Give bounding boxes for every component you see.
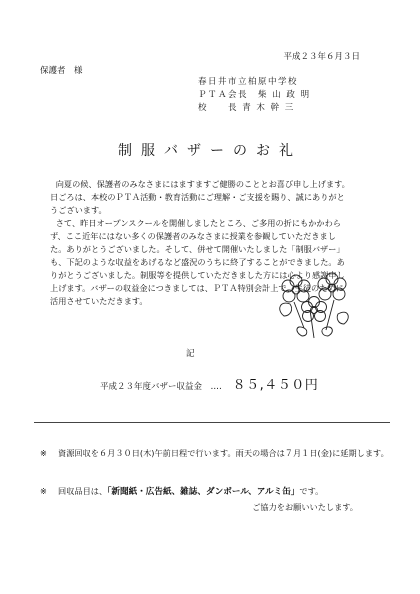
letter-title: 制服バザーのお礼 <box>118 143 302 159</box>
note-text <box>58 484 390 499</box>
revenue-line <box>100 374 318 393</box>
note-mark: ※ <box>40 486 47 496</box>
sender-block <box>198 76 358 115</box>
sender-school: 春日井市立柏原中学校 <box>198 77 299 87</box>
flowers-icon <box>274 266 354 340</box>
note-prefix: 回収品目は、 <box>58 486 108 496</box>
recycling-items: 「新聞紙・広告紙、雑誌、ダンボール、アルミ缶」 <box>107 487 300 497</box>
note-recycling-date <box>40 446 390 460</box>
note-recycling-items <box>40 484 390 499</box>
flowers-illustration <box>274 266 354 344</box>
body-paragraph-thanks: さて、昨日オープンスクールを開催しましたところ、ご多用の折にもかかわらず、ここ近年にはない多くの保護者のみなさまに授業を参観していただきました。ありがとうございました。そして、併せて開催いたしました「制服バザー」も、下記のような収益をあげるなど盛況のうちに終了することができました。ありがとうございました。制服等を提供していただきました方には心より感謝申し上げます。バザーの収益金につきましては、ＰＴＡ特別会計上で、生徒のために活用させていただきます。 <box>50 218 345 306</box>
note-text: 資源回収を６月３０日(木)午前日程で行います。雨天の場合は７月１日(金)に延期します。 <box>58 448 389 458</box>
sender-principal: 校 長 青 木 幹 三 <box>198 103 295 113</box>
sender-pta-chair: ＰＴＡ会長 柴 山 政 明 <box>198 90 311 100</box>
closing-request: ご協力をお願いいたします。 <box>252 502 358 512</box>
letter-date: 平成２３年６月３日 <box>283 52 360 62</box>
revenue-amount: ８５,４５０円 <box>232 378 319 393</box>
revenue-label: 平成２３年度バザー収益金 ‥‥ <box>100 382 222 392</box>
section-divider <box>34 422 390 423</box>
ki-heading: 記 <box>186 349 195 359</box>
note-suffix: です。 <box>299 486 324 496</box>
addressee: 保護者 様 <box>40 66 83 76</box>
body-paragraph-greeting: 向夏の候、保護者のみなさまにはますますご健勝のこととお喜び申し上げます。日ごろは、本校のＰＴＡ活動・教育活動にご理解・ご支援を賜り、誠にありがとうございます。 <box>50 179 350 215</box>
note-mark: ※ <box>40 448 47 458</box>
